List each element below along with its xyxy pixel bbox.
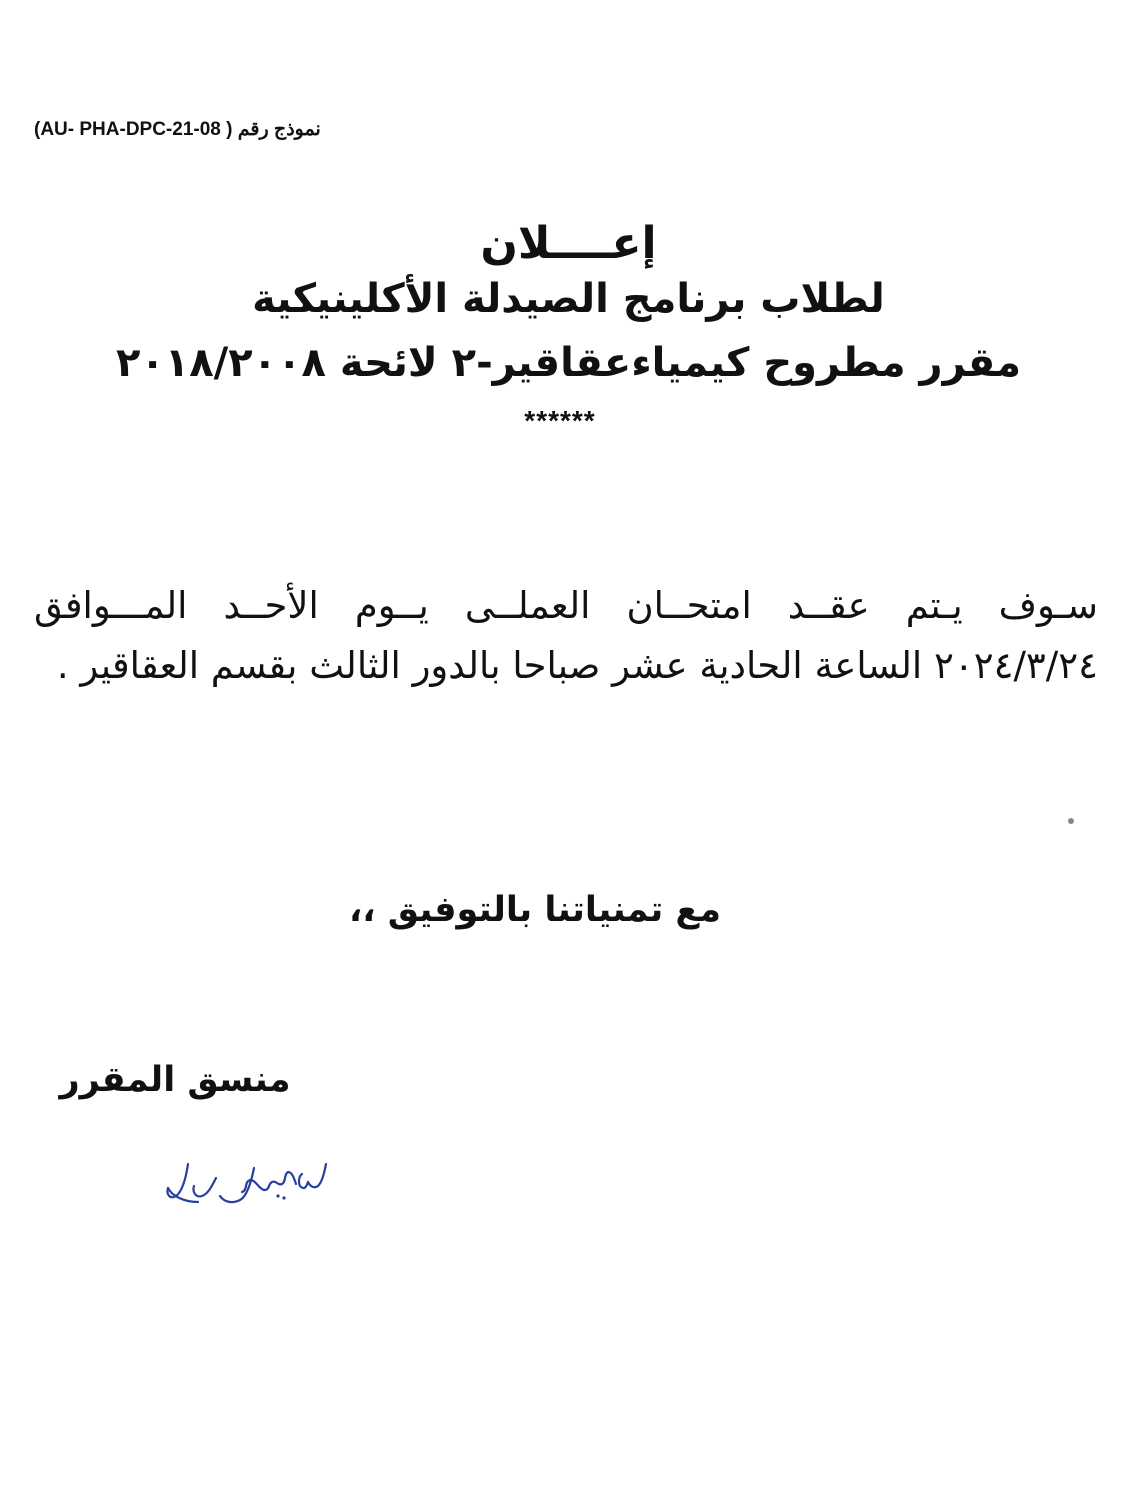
scan-speck xyxy=(1068,818,1074,824)
coordinator-title: منسق المقرر xyxy=(59,1060,291,1100)
announcement-title: إعــــلان xyxy=(480,218,657,269)
announcement-body: سـوف يـتم عقــد امتحــان العملــى يــوم الأحــد المـــوافق ٢٠٢٤/٣/٢٤ الساعة الحادية عشر صباحا بالدور الثالث بقسم العقاقير . xyxy=(34,584,1098,687)
separator-stars: ****** xyxy=(524,405,596,436)
form-number: نموذج رقم ( AU- PHA-DPC-21-08) xyxy=(34,119,321,140)
announcement-subtitle: لطلاب برنامج الصيدلة الأكلينيكية xyxy=(252,276,885,322)
handwritten-signature xyxy=(158,1158,338,1218)
course-line: مقرر مطروح كيمياءعقاقير-٢ لائحة ٢٠١٨/٢٠٠٨ xyxy=(115,340,1022,386)
closing-wishes: مع تمنياتنا بالتوفيق ،، xyxy=(348,890,722,930)
